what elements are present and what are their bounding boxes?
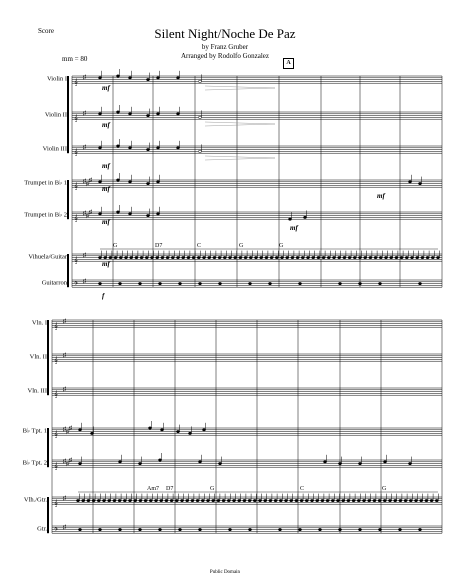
note-head	[118, 461, 121, 463]
hairpin	[205, 156, 275, 160]
sharp-icon: ♯	[63, 524, 67, 531]
sharp-icon: ♯	[83, 110, 87, 117]
dynamic-marking: f	[102, 292, 105, 300]
note-head	[418, 528, 421, 530]
note-head	[418, 182, 421, 184]
note-head	[198, 150, 201, 152]
note-head	[156, 113, 159, 115]
chord-symbol: D7	[166, 486, 174, 492]
note-head	[145, 256, 148, 258]
note-head	[228, 528, 231, 530]
note-head	[98, 282, 101, 284]
note-head	[318, 528, 321, 530]
note-head	[332, 256, 335, 258]
note-head	[358, 282, 361, 284]
arranger-credit: Arranged by Rodolfo Gonzalez	[180, 52, 270, 60]
note-head	[264, 499, 267, 501]
note-head	[208, 256, 211, 258]
sharp-icon: ♯	[86, 180, 90, 188]
note-head	[98, 113, 101, 115]
note-head	[104, 256, 107, 258]
note-head	[301, 256, 304, 258]
note-head	[326, 499, 329, 501]
note-head	[218, 282, 221, 284]
treble-clef-icon: 𝄞	[54, 463, 58, 470]
sharp-icon: ♯	[63, 426, 67, 433]
note-head	[212, 499, 215, 501]
note-head	[146, 78, 149, 80]
note-head	[109, 256, 112, 258]
sharp-icon: ♯	[83, 144, 87, 151]
note-head	[421, 256, 424, 258]
note-head	[98, 256, 101, 258]
note-head	[253, 499, 256, 501]
note-head	[138, 282, 141, 284]
note-head	[405, 256, 408, 258]
note-head	[430, 499, 433, 501]
note-head	[196, 499, 199, 501]
note-head	[227, 499, 230, 501]
note-head	[78, 429, 81, 431]
hairpin	[205, 86, 275, 90]
part-name-7: Guitarron	[41, 279, 67, 287]
note-head	[202, 429, 205, 431]
note-head	[130, 256, 133, 258]
note-head	[128, 77, 131, 79]
treble-clef-icon: 𝄞	[74, 183, 78, 190]
note-head	[188, 432, 191, 434]
note-head	[176, 430, 179, 432]
note-head	[395, 256, 398, 258]
note-head	[378, 528, 381, 530]
hairpin	[205, 122, 275, 126]
note-head	[198, 116, 201, 118]
note-head	[357, 499, 360, 501]
dynamic-marking: mf	[102, 84, 110, 92]
note-head	[116, 179, 119, 181]
treble-clef-icon: 𝄞	[74, 257, 78, 264]
part-name-5: Trumpet in B♭ 2	[24, 211, 67, 219]
note-head	[139, 499, 142, 501]
note-head	[378, 282, 381, 284]
sharp-icon: ♯	[63, 458, 67, 465]
note-head	[300, 499, 303, 501]
part-name-short-4: B♭ Tpt. 1	[22, 427, 47, 435]
sharp-icon: ♯	[69, 457, 73, 465]
sharp-icon: ♯	[89, 177, 93, 185]
note-head	[98, 147, 101, 149]
note-head	[156, 181, 159, 183]
part-name-1: Violin I	[46, 75, 67, 83]
dynamic-marking: mf	[290, 224, 298, 232]
note-head	[128, 213, 131, 215]
note-head	[98, 77, 101, 79]
note-head	[388, 499, 391, 501]
sharp-icon: ♯	[63, 352, 67, 359]
chord-symbol: D7	[155, 243, 163, 249]
part-name-2: Violin II	[44, 111, 67, 119]
note-head	[223, 256, 226, 258]
note-head	[192, 256, 195, 258]
note-head	[248, 528, 251, 530]
note-head	[312, 256, 315, 258]
note-head	[258, 499, 261, 501]
sharp-icon: ♯	[83, 210, 87, 217]
note-head	[116, 145, 119, 147]
bass-clef-icon: 𝄢	[74, 281, 79, 289]
note-head	[265, 256, 268, 258]
note-head	[119, 256, 122, 258]
sharp-icon: ♯	[83, 252, 87, 259]
note-head	[347, 499, 350, 501]
chord-symbol: G	[279, 243, 284, 249]
note-head	[291, 256, 294, 258]
note-head	[260, 256, 263, 258]
note-head	[418, 282, 421, 284]
note-head	[286, 256, 289, 258]
note-head	[118, 499, 121, 501]
note-head	[158, 528, 161, 530]
note-head	[338, 528, 341, 530]
note-head	[98, 213, 101, 215]
note-head	[338, 462, 341, 464]
note-head	[178, 282, 181, 284]
sharp-icon: ♯	[66, 428, 70, 436]
sharp-icon: ♯	[86, 212, 90, 220]
bass-clef-icon: 𝄢	[54, 527, 59, 535]
note-head	[358, 462, 361, 464]
note-head	[248, 499, 251, 501]
note-head	[149, 499, 152, 501]
sharp-icon: ♯	[69, 425, 73, 433]
note-head	[138, 462, 141, 464]
note-head	[134, 499, 137, 501]
note-head	[310, 499, 313, 501]
note-head	[338, 256, 341, 258]
note-head	[280, 256, 283, 258]
note-head	[116, 211, 119, 213]
note-head	[138, 528, 141, 530]
part-name-short-3: Vln. III	[27, 387, 47, 395]
note-head	[187, 256, 190, 258]
sharp-icon: ♯	[83, 178, 87, 185]
note-head	[82, 499, 85, 501]
note-head	[166, 256, 169, 258]
note-head	[144, 499, 147, 501]
note-head	[383, 461, 386, 463]
tempo-marking: mm = 80	[62, 55, 88, 63]
dynamic-marking: mf	[102, 185, 110, 193]
note-head	[436, 256, 439, 258]
note-head	[234, 256, 237, 258]
note-head	[336, 499, 339, 501]
chord-symbol: C	[300, 486, 305, 492]
sharp-icon: ♯	[63, 495, 67, 502]
note-head	[156, 256, 159, 258]
note-head	[296, 256, 299, 258]
note-head	[348, 256, 351, 258]
dynamic-marking: mf	[102, 218, 110, 226]
note-head	[218, 256, 221, 258]
note-head	[298, 528, 301, 530]
note-head	[160, 499, 163, 501]
page-title: Silent Night/Noche De Paz	[154, 26, 296, 41]
note-head	[435, 499, 438, 501]
note-head	[218, 462, 221, 464]
note-head	[78, 462, 81, 464]
dynamic-marking: mf	[102, 162, 110, 170]
note-head	[180, 499, 183, 501]
note-head	[270, 256, 273, 258]
note-head	[165, 499, 168, 501]
dynamic-marking: mf	[377, 192, 385, 200]
chord-symbol: G	[239, 243, 244, 249]
part-name-short-6: Vlh./Gtr.	[23, 496, 47, 504]
note-head	[146, 114, 149, 116]
note-head	[379, 256, 382, 258]
note-head	[128, 113, 131, 115]
part-name-short-2: Vln. II	[29, 353, 47, 361]
part-name-6: Vihuela/Guitar	[28, 253, 67, 261]
note-head	[76, 499, 79, 501]
sharp-icon: ♯	[89, 209, 93, 217]
note-head	[160, 429, 163, 431]
composer-credit: by Franz Gruber	[201, 43, 249, 51]
note-head	[404, 499, 407, 501]
note-head	[254, 256, 257, 258]
note-head	[362, 499, 365, 501]
treble-clef-icon: 𝄞	[54, 500, 58, 507]
note-head	[156, 77, 159, 79]
note-head	[228, 256, 231, 258]
note-head	[156, 213, 159, 215]
note-head	[298, 282, 301, 284]
note-head	[198, 528, 201, 530]
note-head	[327, 256, 330, 258]
chord-symbol: G	[382, 486, 387, 492]
part-name-short-1: Vln. I	[31, 319, 47, 327]
note-head	[303, 216, 306, 218]
note-head	[186, 499, 189, 501]
note-head	[158, 282, 161, 284]
note-head	[342, 499, 345, 501]
note-head	[295, 499, 298, 501]
note-head	[146, 214, 149, 216]
note-head	[146, 148, 149, 150]
note-head	[176, 77, 179, 79]
note-head	[202, 256, 205, 258]
treble-clef-icon: 𝄞	[74, 79, 78, 86]
note-head	[178, 528, 181, 530]
note-head	[414, 499, 417, 501]
note-head	[128, 147, 131, 149]
note-head	[322, 256, 325, 258]
note-head	[92, 499, 95, 501]
note-head	[305, 499, 308, 501]
note-head	[243, 499, 246, 501]
note-head	[171, 256, 174, 258]
note-head	[425, 499, 428, 501]
note-head	[284, 499, 287, 501]
note-head	[123, 499, 126, 501]
note-head	[232, 499, 235, 501]
note-head	[206, 499, 209, 501]
note-head	[394, 499, 397, 501]
note-head	[269, 499, 272, 501]
note-head	[368, 499, 371, 501]
part-name-short-5: B♭ Tpt. 2	[22, 459, 47, 467]
note-head	[161, 256, 164, 258]
note-head	[124, 256, 127, 258]
note-head	[400, 256, 403, 258]
note-head	[98, 528, 101, 530]
note-head	[290, 499, 293, 501]
note-head	[116, 111, 119, 113]
note-head	[369, 256, 372, 258]
note-head	[390, 256, 393, 258]
treble-clef-icon: 𝄞	[54, 323, 58, 330]
note-head	[244, 256, 247, 258]
note-head	[114, 256, 117, 258]
note-head	[176, 113, 179, 115]
note-head	[217, 499, 220, 501]
note-head	[148, 427, 151, 429]
treble-clef-icon: 𝄞	[74, 115, 78, 122]
note-head	[383, 499, 386, 501]
note-head	[353, 256, 356, 258]
sharp-icon: ♯	[63, 318, 67, 325]
note-head	[352, 499, 355, 501]
note-head	[426, 256, 429, 258]
treble-clef-icon: 𝄞	[54, 391, 58, 398]
chord-symbol: C	[197, 243, 202, 249]
note-head	[238, 499, 241, 501]
note-head	[409, 499, 412, 501]
note-head	[191, 499, 194, 501]
note-head	[158, 459, 161, 461]
note-head	[176, 147, 179, 149]
note-head	[268, 282, 271, 284]
note-head	[156, 147, 159, 149]
note-head	[154, 499, 157, 501]
note-head	[306, 256, 309, 258]
note-head	[274, 499, 277, 501]
note-head	[358, 528, 361, 530]
note-head	[239, 256, 242, 258]
note-head	[378, 499, 381, 501]
note-head	[249, 256, 252, 258]
note-head	[87, 499, 90, 501]
note-head	[176, 256, 179, 258]
chord-symbol: G	[210, 486, 215, 492]
rehearsal-mark: A	[283, 58, 294, 69]
note-head	[317, 256, 320, 258]
note-head	[90, 432, 93, 434]
note-head	[97, 499, 100, 501]
note-head	[278, 528, 281, 530]
note-head	[128, 499, 131, 501]
note-head	[198, 461, 201, 463]
note-head	[398, 528, 401, 530]
copyright-footer: Public Domain	[209, 570, 241, 575]
note-head	[420, 499, 423, 501]
note-head	[323, 461, 326, 463]
sharp-icon: ♯	[66, 460, 70, 468]
note-head	[116, 75, 119, 77]
note-head	[384, 256, 387, 258]
note-head	[146, 182, 149, 184]
note-head	[213, 256, 216, 258]
note-head	[288, 218, 291, 220]
note-head	[321, 499, 324, 501]
dynamic-marking: mf	[102, 260, 110, 268]
note-head	[364, 256, 367, 258]
chord-symbol: G	[113, 243, 118, 249]
note-head	[222, 499, 225, 501]
note-head	[98, 181, 101, 183]
score-label: Score	[38, 27, 54, 35]
note-head	[118, 282, 121, 284]
treble-clef-icon: 𝄞	[54, 357, 58, 364]
note-head	[343, 256, 346, 258]
note-head	[198, 282, 201, 284]
note-head	[248, 282, 251, 284]
note-head	[170, 499, 173, 501]
note-head	[410, 256, 413, 258]
sharp-icon: ♯	[83, 74, 87, 81]
note-head	[399, 499, 402, 501]
note-head	[316, 499, 319, 501]
part-name-3: Violin III	[42, 145, 67, 153]
sharp-icon: ♯	[63, 386, 67, 393]
note-head	[113, 499, 116, 501]
part-name-short-7: Gtr.	[37, 525, 47, 533]
note-head	[175, 499, 178, 501]
note-head	[182, 256, 185, 258]
note-head	[374, 256, 377, 258]
note-head	[197, 256, 200, 258]
note-head	[279, 499, 282, 501]
note-head	[275, 256, 278, 258]
note-head	[108, 499, 111, 501]
note-head	[198, 80, 201, 82]
treble-clef-icon: 𝄞	[54, 431, 58, 438]
treble-clef-icon: 𝄞	[74, 215, 78, 222]
note-head	[408, 181, 411, 183]
note-head	[150, 256, 153, 258]
dynamic-marking: mf	[102, 121, 110, 129]
note-head	[373, 499, 376, 501]
part-name-4: Trumpet in B♭ 1	[24, 179, 67, 187]
note-head	[358, 256, 361, 258]
note-head	[416, 256, 419, 258]
note-head	[118, 528, 121, 530]
note-head	[338, 282, 341, 284]
note-head	[135, 256, 138, 258]
note-head	[140, 256, 143, 258]
chord-symbol: Am7	[147, 486, 159, 492]
note-head	[408, 462, 411, 464]
note-head	[78, 528, 81, 530]
sharp-icon: ♯	[83, 278, 87, 285]
note-head	[431, 256, 434, 258]
note-head	[102, 499, 105, 501]
note-head	[201, 499, 204, 501]
note-head	[128, 181, 131, 183]
treble-clef-icon: 𝄞	[74, 149, 78, 156]
note-head	[331, 499, 334, 501]
